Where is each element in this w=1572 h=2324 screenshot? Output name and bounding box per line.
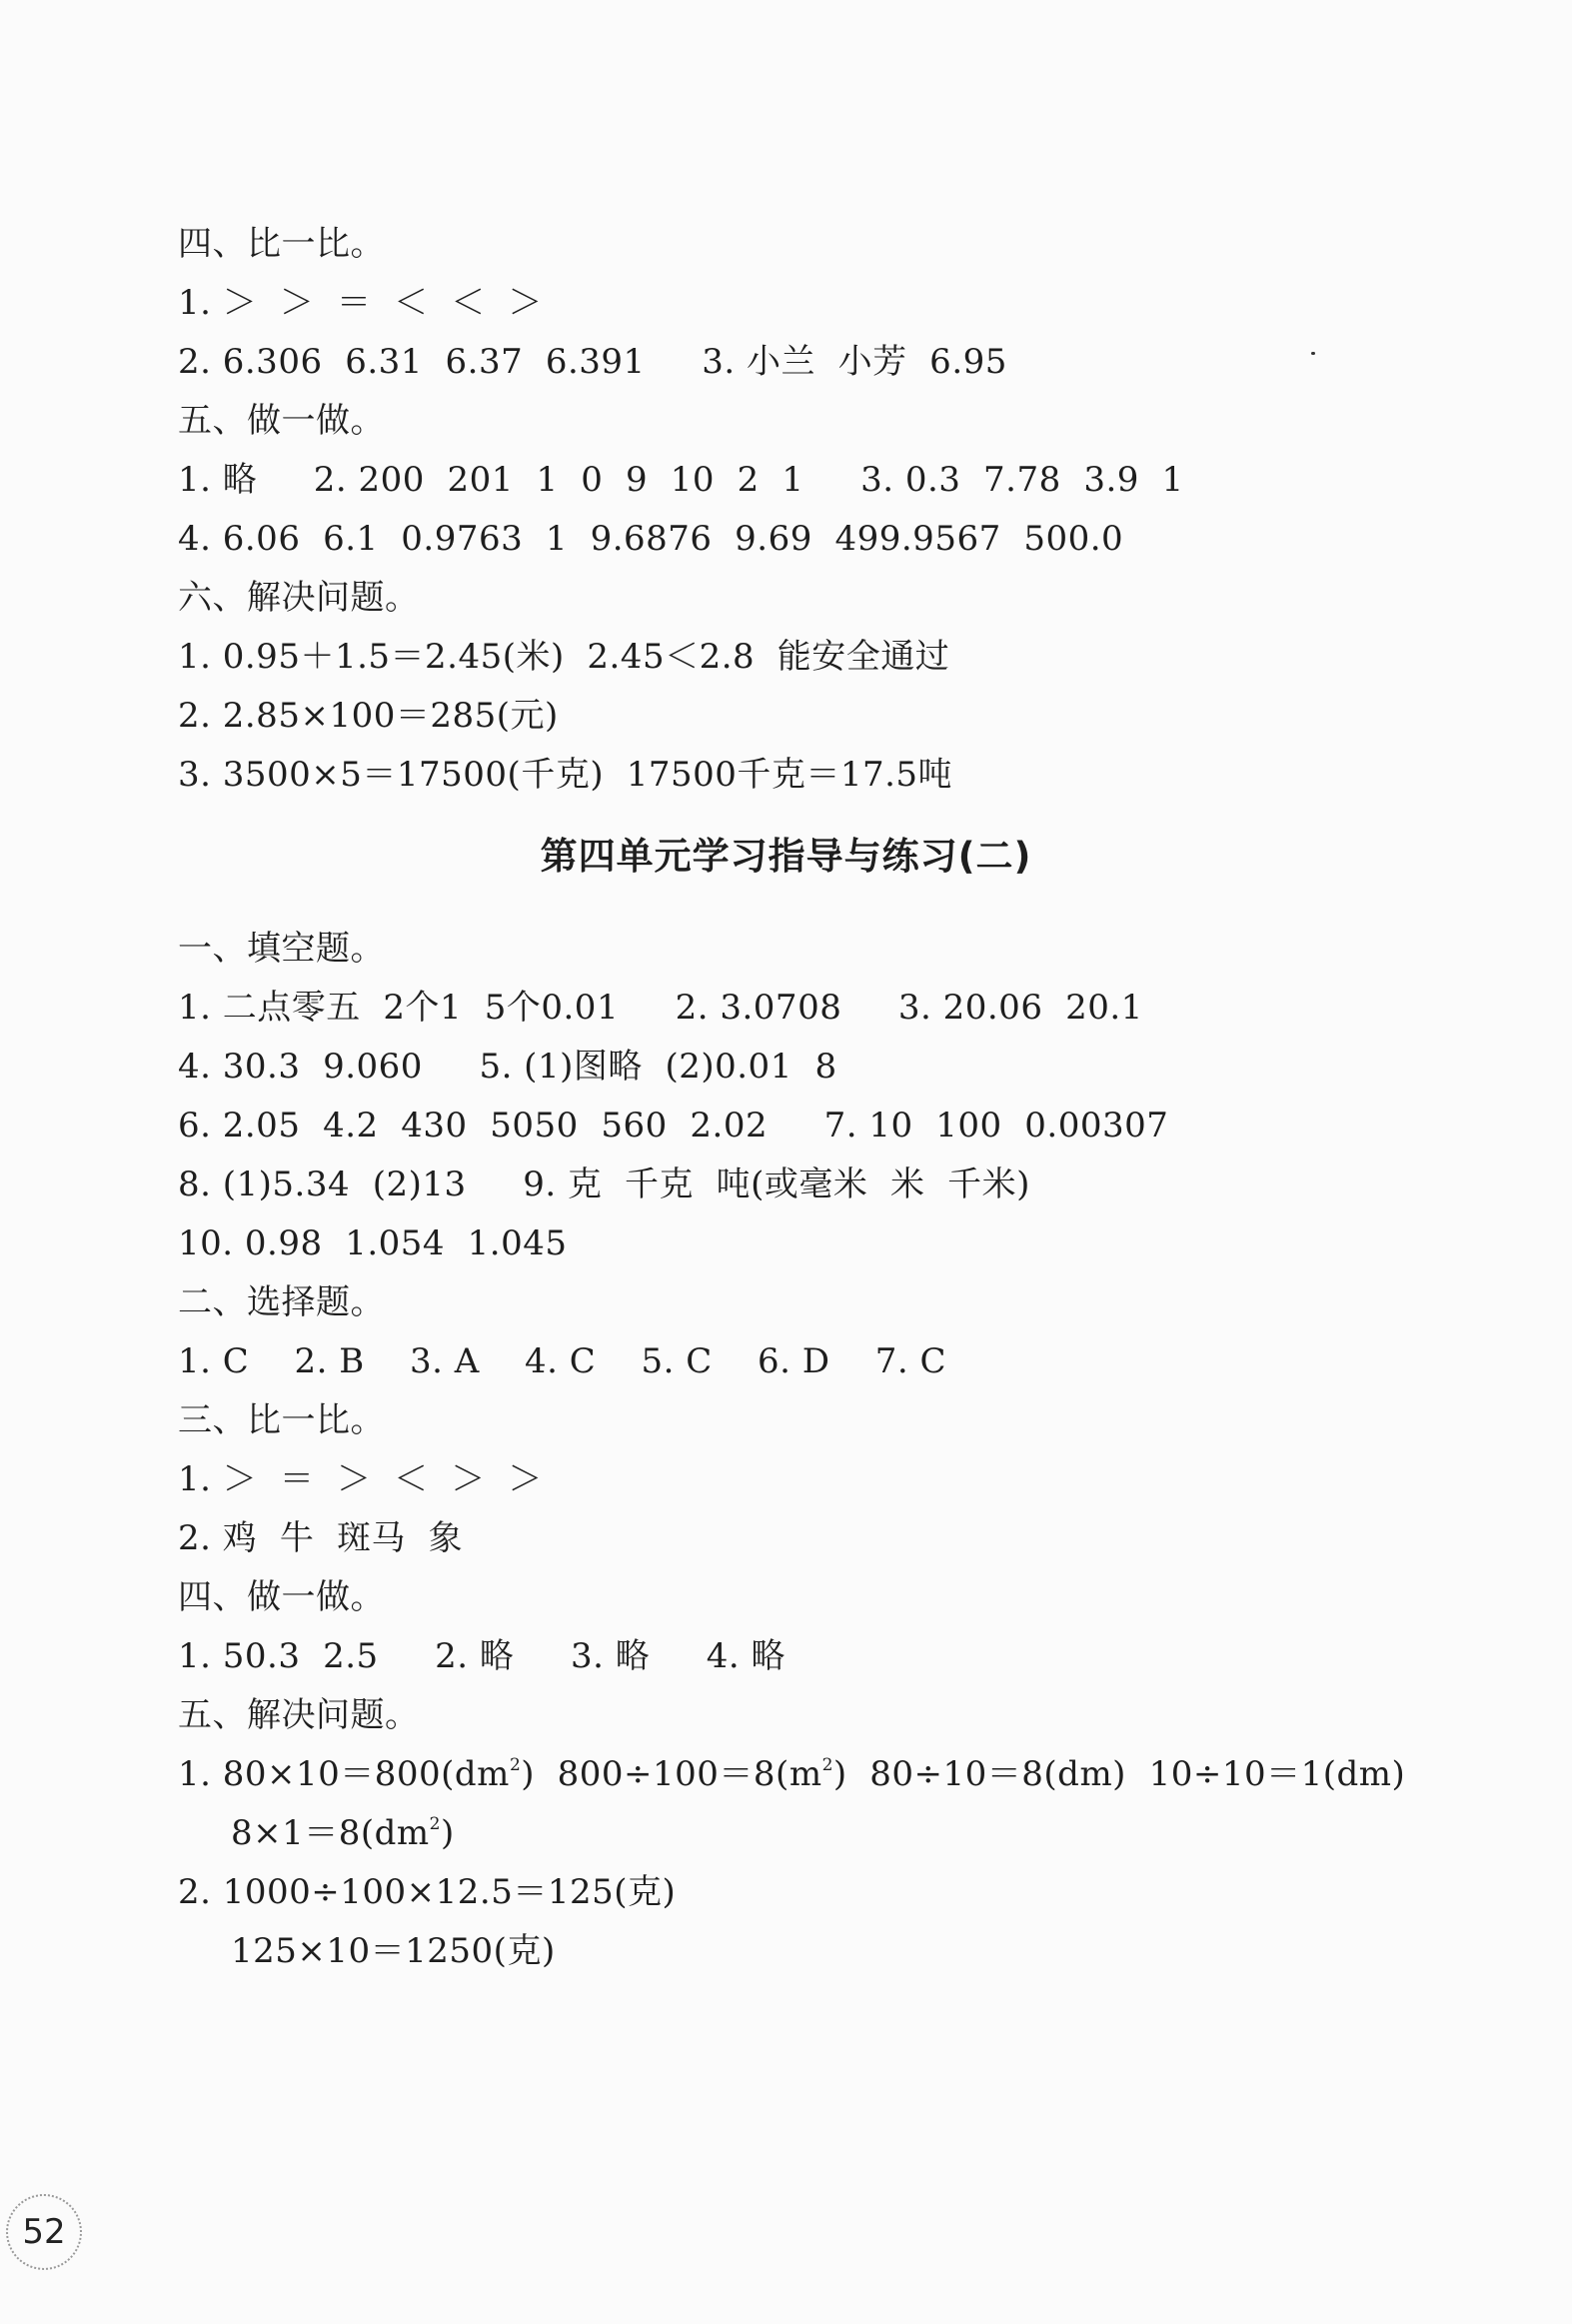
answer-1-part-c: ) 80÷10＝8(dm) 10÷10＝1(dm) (832, 1754, 1406, 1794)
page-number: 52 (6, 2194, 82, 2270)
section-6-heading: 六、解决问题。 (178, 578, 420, 618)
unit-section-3-answer-2: 2. 鸡 牛 斑马 象 (178, 1518, 464, 1558)
unit-section-2-answers: 1. C 2. B 3. A 4. C 5. C 6. D 7. C (178, 1341, 946, 1381)
unit-section-1-heading: 一、填空题。 (178, 929, 385, 969)
unit-section-3-answer-1: 1. ＞ ＝ ＞ ＜ ＞ ＞ (178, 1459, 543, 1499)
unit-section-5-answer-1-continued (231, 1813, 455, 1853)
squared-exponent: 2 (509, 1755, 522, 1775)
unit-section-3-heading: 三、比一比。 (178, 1400, 385, 1440)
answer-1-part-b: ) 800÷100＝8(m (521, 1754, 822, 1794)
section-4-answer-2: 2. 6.306 6.31 6.37 6.391 3. 小兰 小芳 6.95 (178, 342, 1007, 382)
unit-section-1-answer-8: 8. (1)5.34 (2)13 9. 克 千克 吨(或毫米 米 千米) (178, 1164, 1030, 1204)
ink-speck (1311, 352, 1315, 355)
unit-section-1-answer-1: 1. 二点零五 2个1 5个0.01 2. 3.0708 3. 20.06 20.1 (178, 988, 1143, 1028)
section-6-answer-2: 2. 2.85×100＝285(元) (178, 696, 559, 736)
squared-exponent: 2 (429, 1814, 441, 1834)
section-4-answer-1: 1. ＞ ＞ ＝ ＜ ＜ ＞ (178, 283, 543, 323)
unit-section-2-heading: 二、选择题。 (178, 1282, 385, 1322)
section-5-answer-4: 4. 6.06 6.1 0.9763 1 9.6876 9.69 499.9567 500.0 (178, 519, 1124, 559)
unit-section-1-answer-6: 6. 2.05 4.2 430 5050 560 2.02 7. 10 100 0.00307 (178, 1106, 1169, 1146)
unit-section-1-answer-4: 4. 30.3 9.060 5. (1)图略 (2)0.01 8 (178, 1047, 837, 1087)
unit-section-4-heading: 四、做一做。 (178, 1577, 385, 1617)
unit-section-5-answer-1 (178, 1754, 1405, 1794)
section-5-heading: 五、做一做。 (178, 401, 385, 441)
section-4-heading: 四、比一比。 (178, 224, 385, 264)
unit-section-5-answer-2: 2. 1000÷100×12.5＝125(克) (178, 1872, 677, 1912)
answer-1-part-d: 8×1＝8(dm (231, 1813, 430, 1853)
section-6-answer-3: 3. 3500×5＝17500(千克) 17500千克＝17.5吨 (178, 755, 953, 795)
unit-section-5-heading: 五、解决问题。 (178, 1695, 420, 1735)
unit-section-4-answers: 1. 50.3 2.5 2. 略 3. 略 4. 略 (178, 1636, 786, 1676)
unit-section-5-answer-2-continued: 125×10＝1250(克) (231, 1931, 556, 1971)
squared-exponent: 2 (821, 1755, 833, 1775)
unit-section-1-answer-10: 10. 0.98 1.054 1.045 (178, 1223, 568, 1263)
answer-1-part-e: ) (440, 1813, 455, 1853)
answer-1-part-a: 1. 80×10＝800(dm (178, 1754, 510, 1794)
section-5-answer-1: 1. 略 2. 200 201 1 0 9 10 2 1 3. 0.3 7.78 3.9 1 (178, 460, 1184, 500)
unit-title: 第四单元学习指导与练习(二) (540, 835, 1032, 878)
section-6-answer-1: 1. 0.95＋1.5＝2.45(米) 2.45＜2.8 能安全通过 (178, 637, 950, 677)
